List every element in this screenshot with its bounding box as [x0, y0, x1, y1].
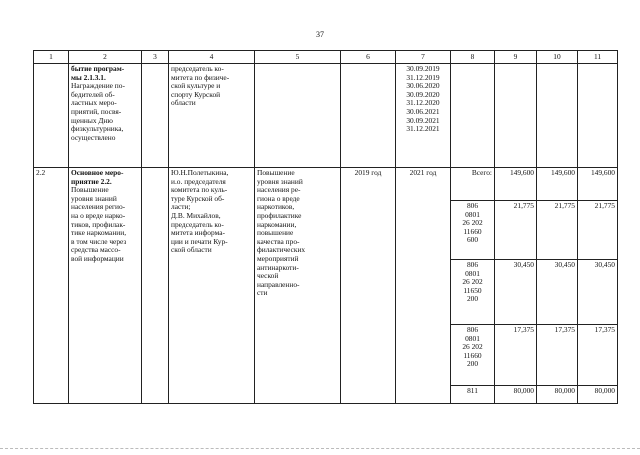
cell-start: 2019 год	[341, 168, 396, 404]
header-cell: 1	[34, 51, 69, 64]
cell-v10	[537, 64, 578, 168]
header-cell: 6	[341, 51, 396, 64]
page-number: 37	[316, 30, 324, 39]
cell-responsible: Ю.Н.Полетыкина, и.о. председателя комитета по куль- туре Курской об- ласти; Д.В. Михайлов, председатель ко- митета информа- ции и печати Кур- ской области	[169, 168, 255, 404]
cell-result: Повышение уровня знаний населения ре- гиона о вреде наркотиков, профилактике наркомании, повышение качества про- филактических мероприятий антинаркоти- ческой направленно- сти	[255, 168, 341, 404]
cell-v10: 80,000	[537, 386, 578, 404]
cell-v9: 30,450	[495, 260, 537, 325]
page-bottom-rule	[0, 448, 640, 449]
cell-event-name	[69, 64, 142, 168]
cell-empty	[142, 168, 169, 404]
header-cell: 5	[255, 51, 341, 64]
event-description: Награждение по- бедителей об- ластных меро- приятий, посвя- щенных Дню физкультурника, осуществлено	[71, 81, 125, 142]
cell-code: Всего:	[451, 168, 495, 201]
event-description: Повышение уровня знаний населения регио- на о вреде нарко- тиков, профилак- тике наркомании, в том числе через средства массо- вой информации	[71, 185, 127, 263]
cell-v9: 17,375	[495, 325, 537, 386]
cell-v10: 149,600	[537, 168, 578, 201]
event-title: бытие програм- мы 2.1.3.1.	[71, 64, 125, 82]
cell-code: 806 0801 26 202 11650 200	[451, 260, 495, 325]
cell-code: 811	[451, 386, 495, 404]
table-row-main	[34, 168, 618, 201]
event-title: Основное меро- приятие 2.2.	[71, 168, 124, 186]
header-cell: 2	[69, 51, 142, 64]
cell-v11: 80,000	[578, 386, 618, 404]
cell-responsible: председатель ко- митета по физиче- ской культуре и спорту Курской области	[169, 64, 255, 168]
header-cell: 8	[451, 51, 495, 64]
cell-code: 806 0801 26 202 11660 600	[451, 201, 495, 260]
cell-num: 2.2	[34, 168, 69, 404]
cell-v10: 21,775	[537, 201, 578, 260]
table-row-continuation	[34, 64, 618, 168]
cell-code: 806 0801 26 202 11660 200	[451, 325, 495, 386]
header-cell: 10	[537, 51, 578, 64]
header-cell: 3	[142, 51, 169, 64]
cell-end: 2021 год	[396, 168, 451, 404]
cell-num	[34, 64, 69, 168]
cell-v11: 17,375	[578, 325, 618, 386]
cell-v11: 30,450	[578, 260, 618, 325]
cell-code	[451, 64, 495, 168]
cell-v9: 149,600	[495, 168, 537, 201]
cell-empty	[142, 64, 169, 168]
header-cell: 9	[495, 51, 537, 64]
cell-v9: 80,000	[495, 386, 537, 404]
header-cell: 11	[578, 51, 618, 64]
program-table	[33, 50, 618, 404]
cell-v11	[578, 64, 618, 168]
cell-v9: 21,775	[495, 201, 537, 260]
header-cell: 4	[169, 51, 255, 64]
cell-result	[255, 64, 341, 168]
cell-event-name	[69, 168, 142, 404]
cell-v9	[495, 64, 537, 168]
cell-v11: 149,600	[578, 168, 618, 201]
cell-dates: 30.09.2019 31.12.2019 30.06.2020 30.09.2020 31.12.2020 30.06.2021 30.09.2021 31.12.2021	[396, 64, 451, 168]
cell-v11: 21,775	[578, 201, 618, 260]
cell-v10: 30,450	[537, 260, 578, 325]
cell-start	[341, 64, 396, 168]
cell-v10: 17,375	[537, 325, 578, 386]
header-row	[34, 51, 618, 64]
header-cell: 7	[396, 51, 451, 64]
